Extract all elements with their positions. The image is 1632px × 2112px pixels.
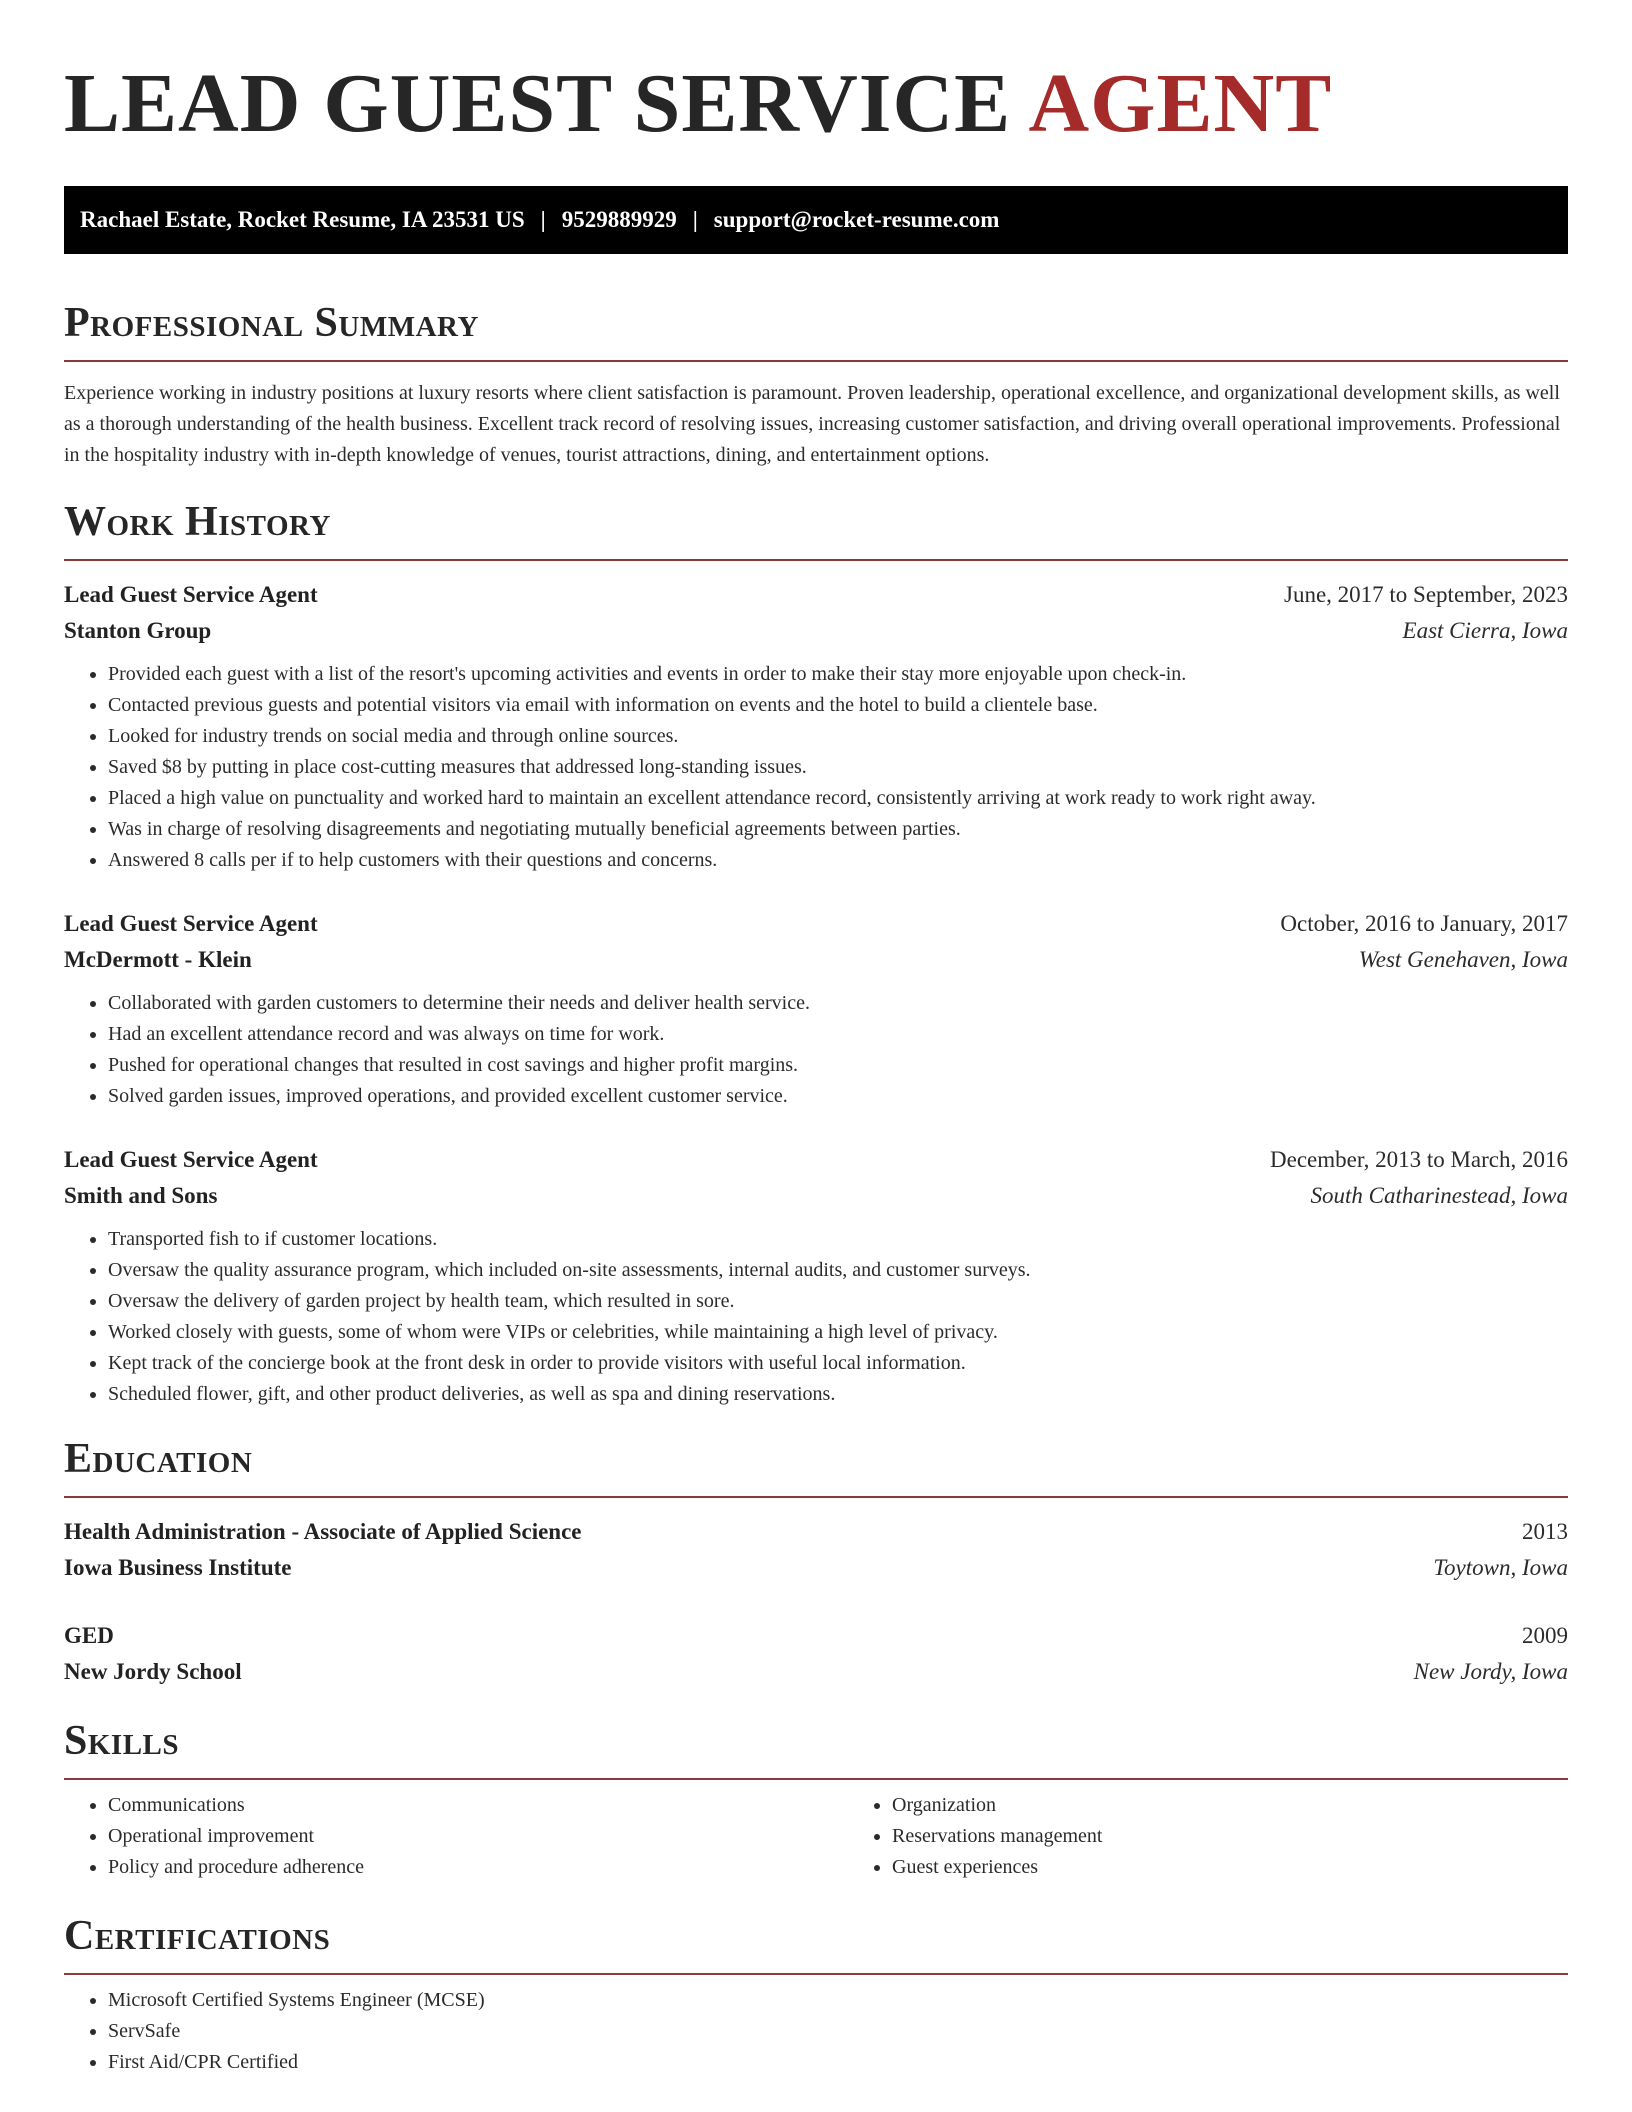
summary-section <box>64 298 1568 471</box>
summary-text: Experience working in industry positions at luxury resorts where client satisfaction is paramount. Proven leadership, operational excellence, and organizational development skills, as well as a thorough understanding of the health business. Excellent track record of resolving issues, increasing customer satisfaction, and driving overall operational improvements. Professional in the hospitality industry with in-depth knowledge of venues, tourist attractions, dining, and entertainment options. <box>64 382 1561 466</box>
certifications-list <box>64 1985 1568 2078</box>
education-school-row <box>64 1550 1568 1586</box>
section-divider <box>64 1496 1568 1498</box>
job-company: Stanton Group <box>64 618 212 643</box>
job-bullets <box>64 1224 1568 1410</box>
section-heading-work: Work History <box>64 499 331 545</box>
job-company: McDermott - Klein <box>64 947 252 972</box>
skill-item: • Reservations management <box>892 1821 1632 1852</box>
list-item: • Kept track of the concierge book at the front desk in order to provide visitors with useful local information. <box>108 1348 1568 1379</box>
job-bullets <box>64 659 1568 876</box>
list-item: • Oversaw the quality assurance program, which included on-site assessments, internal audits, and customer surveys. <box>108 1255 1568 1286</box>
list-item: • Was in charge of resolving disagreements and negotiating mutually beneficial agreements between parties. <box>108 814 1568 845</box>
certification-item: • ServSafe <box>108 2016 1568 2047</box>
certifications-section <box>64 1911 1568 2078</box>
job-company-row <box>64 613 1568 649</box>
skill-item: • Policy and procedure adherence <box>108 1852 848 1883</box>
skills-section <box>64 1716 1568 1883</box>
section-divider <box>64 1973 1568 1975</box>
job-dates: October, 2016 to January, 2017 <box>1280 911 1568 936</box>
list-item: • Had an excellent attendance record and was always on time for work. <box>108 1019 1568 1050</box>
skills-list-right <box>848 1790 1632 1883</box>
list-item: • Collaborated with garden customers to determine their needs and deliver health service. <box>108 988 1568 1019</box>
education-degree: GED <box>64 1623 114 1648</box>
skills-list-left <box>64 1790 848 1883</box>
section-heading-education: Education <box>64 1436 253 1482</box>
contact-email[interactable]: support@rocket-resume.com <box>713 207 1000 232</box>
list-item: • Looked for industry trends on social media and through online sources. <box>108 721 1568 752</box>
job-header-row <box>64 577 1568 613</box>
education-entry <box>64 1618 1568 1690</box>
list-item: • Answered 8 calls per if to help customers with their questions and concerns. <box>108 845 1568 876</box>
resume-title <box>64 0 1568 152</box>
title-accent: AGENT <box>1028 57 1333 150</box>
contact-separator: | <box>692 207 698 232</box>
job-bullets <box>64 988 1568 1112</box>
skill-item: • Guest experiences <box>892 1852 1632 1883</box>
job-entry <box>64 906 1568 1112</box>
section-divider <box>64 1778 1568 1780</box>
job-location: South Catharinestead, Iowa <box>1310 1183 1568 1208</box>
list-item: • Pushed for operational changes that resulted in cost savings and higher profit margins. <box>108 1050 1568 1081</box>
list-item: • Scheduled flower, gift, and other product deliveries, as well as spa and dining reservations. <box>108 1379 1568 1410</box>
contact-address: Rachael Estate, Rocket Resume, IA 23531 US <box>80 207 525 232</box>
job-entry <box>64 577 1568 876</box>
list-item: • Solved garden issues, improved operations, and provided excellent customer service. <box>108 1081 1568 1112</box>
education-degree: Health Administration - Associate of Applied Science <box>64 1519 582 1544</box>
skill-item: • Operational improvement <box>108 1821 848 1852</box>
job-dates: June, 2017 to September, 2023 <box>1284 582 1568 607</box>
job-entry <box>64 1142 1568 1410</box>
title-main: LEAD GUEST SERVICE <box>64 57 1012 150</box>
job-location: West Genehaven, Iowa <box>1358 947 1568 972</box>
contact-bar <box>64 186 1568 254</box>
education-year: 2009 <box>1522 1623 1568 1648</box>
job-title: Lead Guest Service Agent <box>64 911 318 936</box>
education-school: Iowa Business Institute <box>64 1555 292 1580</box>
list-item: • Worked closely with guests, some of whom were VIPs or celebrities, while maintaining a high level of privacy. <box>108 1317 1568 1348</box>
job-company-row <box>64 942 1568 978</box>
education-location: New Jordy, Iowa <box>1413 1659 1568 1684</box>
section-divider <box>64 360 1568 362</box>
job-header-row <box>64 1142 1568 1178</box>
list-item: • Provided each guest with a list of the resort's upcoming activities and events in order to make their stay more enjoyable upon check-in. <box>108 659 1568 690</box>
contact-separator: | <box>540 207 546 232</box>
work-section <box>64 497 1568 1410</box>
certification-item: • Microsoft Certified Systems Engineer (MCSE) <box>108 1985 1568 2016</box>
skill-item: • Communications <box>108 1790 848 1821</box>
education-section <box>64 1434 1568 1690</box>
section-heading-skills: Skills <box>64 1718 180 1764</box>
education-school: New Jordy School <box>64 1659 242 1684</box>
skill-item: • Organization <box>892 1790 1632 1821</box>
list-item: • Oversaw the delivery of garden project by health team, which resulted in sore. <box>108 1286 1568 1317</box>
education-entry <box>64 1514 1568 1586</box>
job-company: Smith and Sons <box>64 1183 218 1208</box>
job-location: East Cierra, Iowa <box>1402 618 1568 643</box>
education-year: 2013 <box>1522 1519 1568 1544</box>
section-heading-summary: Professional Summary <box>64 300 479 346</box>
skills-columns <box>64 1790 1568 1883</box>
section-divider <box>64 559 1568 561</box>
job-dates: December, 2013 to March, 2016 <box>1270 1147 1568 1172</box>
section-heading-certifications: Certifications <box>64 1913 331 1959</box>
list-item: • Saved $8 by putting in place cost-cutting measures that addressed long-standing issues. <box>108 752 1568 783</box>
job-title: Lead Guest Service Agent <box>64 582 318 607</box>
list-item: • Contacted previous guests and potential visitors via email with information on events and the hotel to build a clientele base. <box>108 690 1568 721</box>
education-degree-row <box>64 1514 1568 1550</box>
job-company-row <box>64 1178 1568 1214</box>
education-school-row <box>64 1654 1568 1690</box>
certification-item: • First Aid/CPR Certified <box>108 2047 1568 2078</box>
list-item: • Placed a high value on punctuality and worked hard to maintain an excellent attendance record, consistently arriving at work ready to work right away. <box>108 783 1568 814</box>
contact-phone[interactable]: 9529889929 <box>561 207 677 232</box>
list-item: • Transported fish to if customer locations. <box>108 1224 1568 1255</box>
job-title: Lead Guest Service Agent <box>64 1147 318 1172</box>
job-header-row <box>64 906 1568 942</box>
education-degree-row <box>64 1618 1568 1654</box>
education-location: Toytown, Iowa <box>1433 1555 1568 1580</box>
